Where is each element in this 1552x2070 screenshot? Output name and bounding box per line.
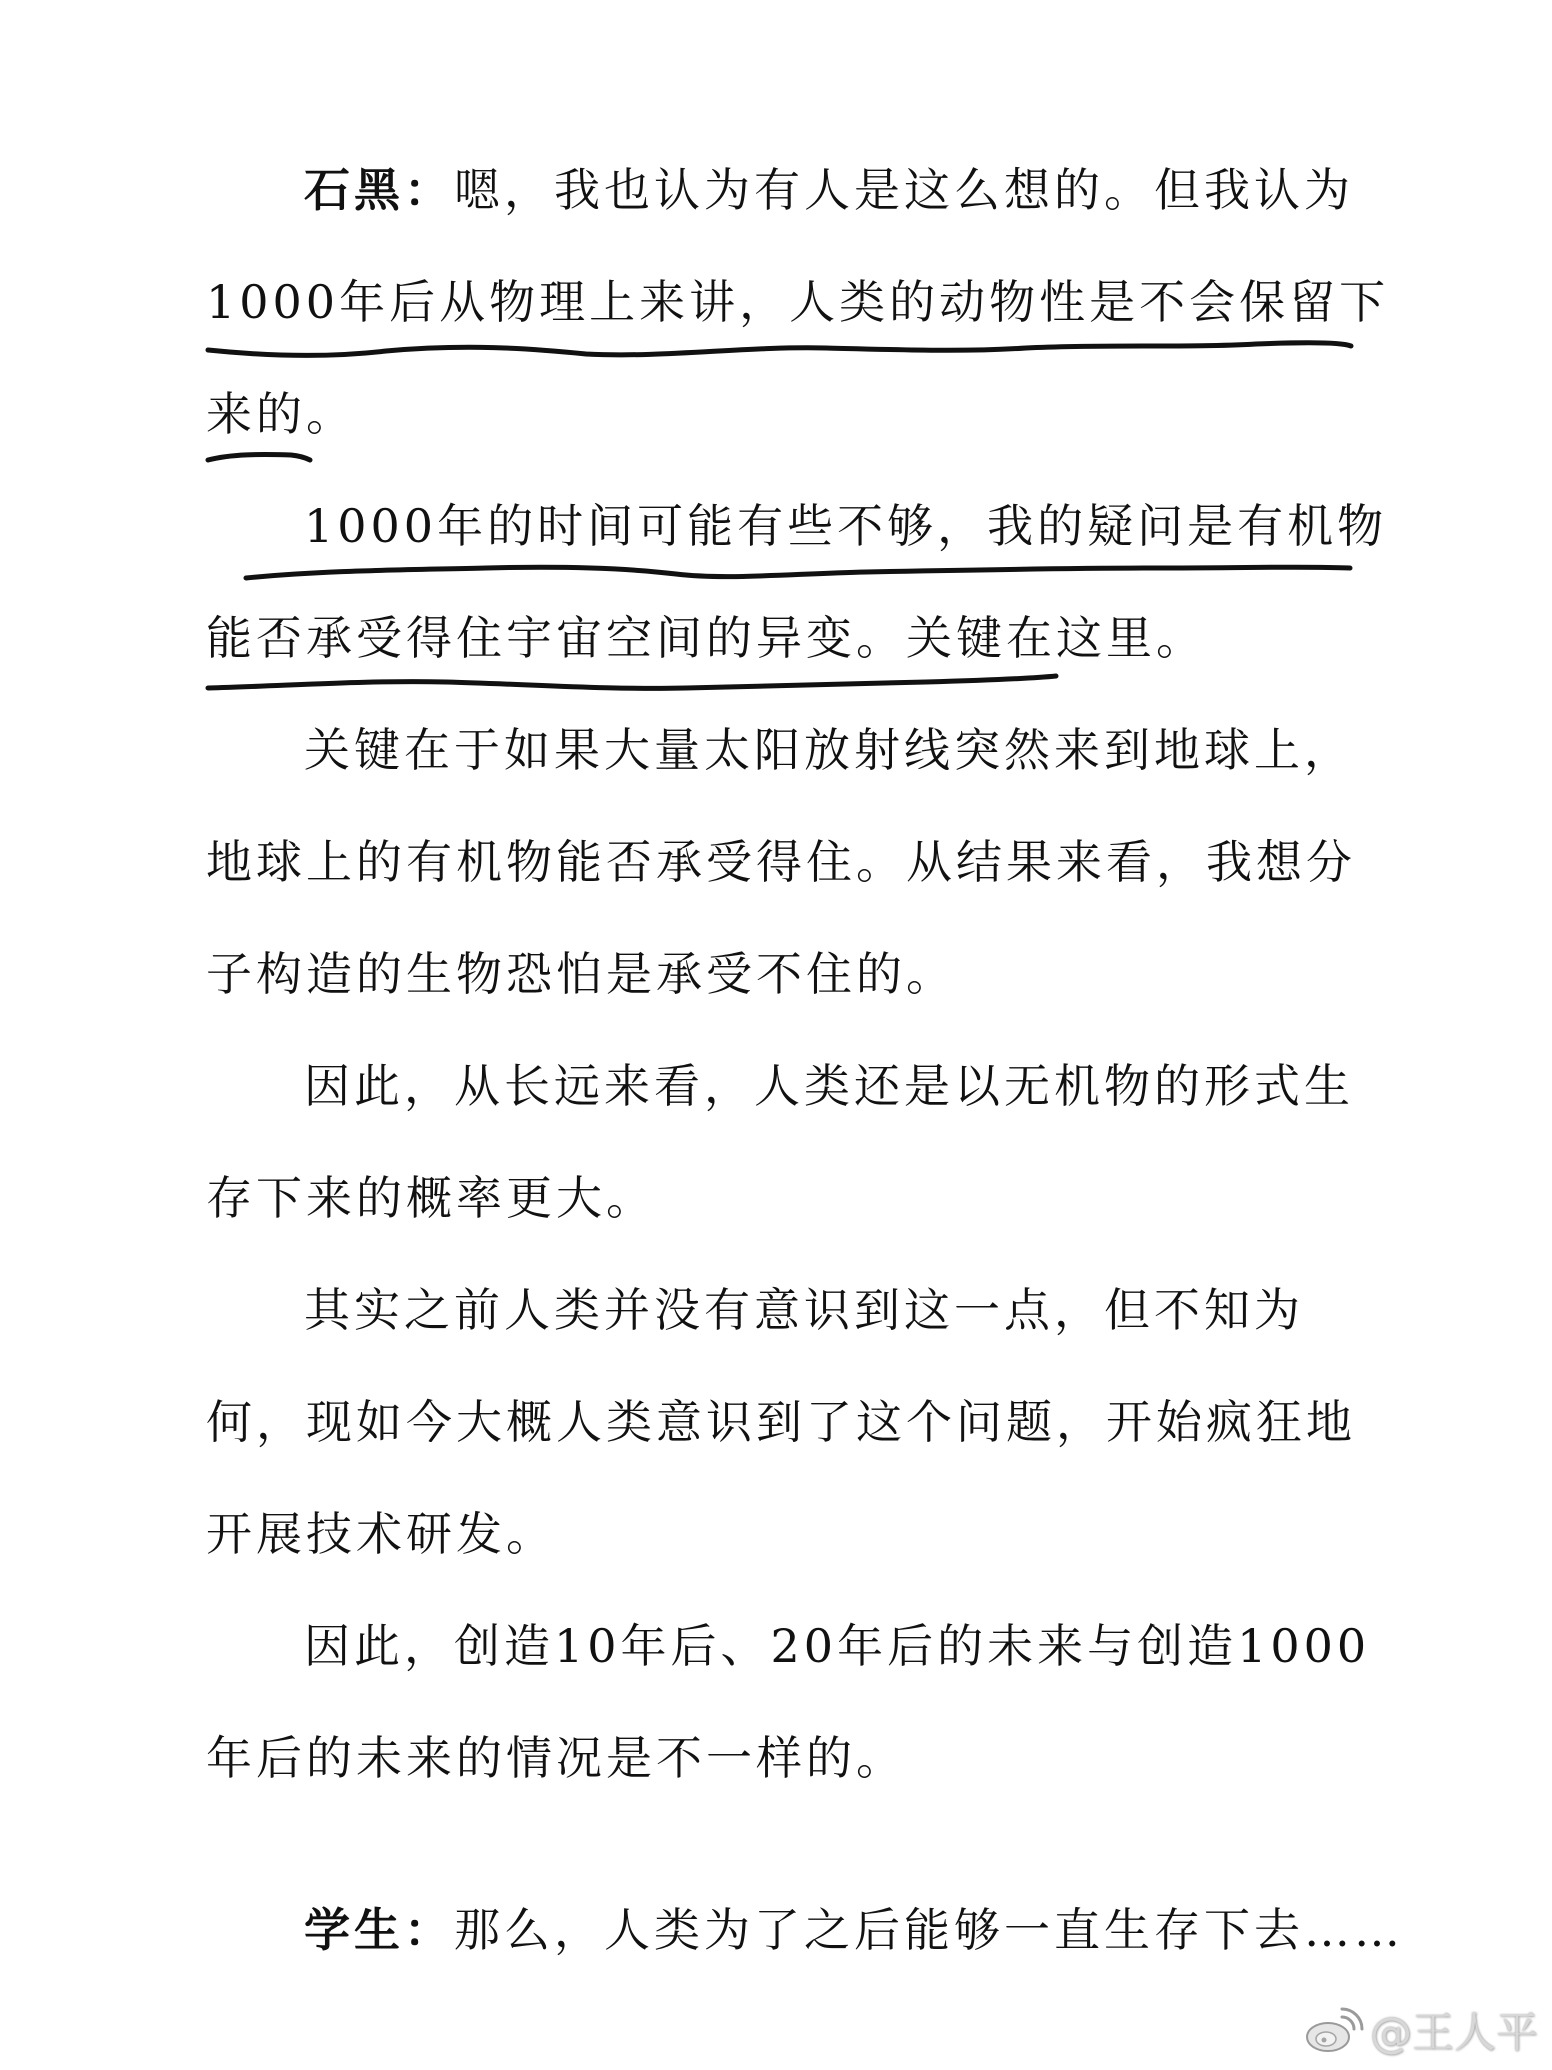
paragraph-4-line-1: 因此，从长远来看，人类还是以无机物的形式生 xyxy=(304,1059,1354,1113)
paragraph-4-line-2: 存下来的概率更大。 xyxy=(206,1171,656,1225)
handwritten-underline xyxy=(206,674,1356,698)
paragraph-text: 嗯，我也认为有人是这么想的。但我认为 xyxy=(454,163,1354,217)
paragraph-5-line-3: 开展技术研发。 xyxy=(206,1507,556,1561)
watermark-text: @王人平 xyxy=(1369,2008,1538,2057)
paragraph-6-line-2: 年后的未来的情况是不一样的。 xyxy=(206,1731,906,1785)
paragraph-5-line-2: 何，现如今大概人类意识到了这个问题，开始疯狂地 xyxy=(206,1395,1356,1449)
paragraph-3-line-2: 地球上的有机物能否承受得住。从结果来看，我想分 xyxy=(206,835,1356,889)
paragraph-1-line-1 xyxy=(304,150,1354,230)
paragraph-3-line-3: 子构造的生物恐怕是承受不住的。 xyxy=(206,947,956,1001)
handwritten-underline xyxy=(206,338,1356,362)
handwritten-underline-short xyxy=(206,450,326,466)
speaker-label: 学生： xyxy=(304,1903,454,1957)
paragraph-7-line-1 xyxy=(304,1890,1404,1970)
watermark xyxy=(1304,2004,1538,2056)
weibo-icon xyxy=(1304,2005,1364,2055)
paragraph-5-line-1: 其实之前人类并没有意识到这一点，但不知为 xyxy=(304,1283,1304,1337)
paragraph-3-line-1: 关键在于如果大量太阳放射线突然来到地球上， xyxy=(304,723,1354,777)
paragraph-text: 那么，人类为了之后能够一直生存下去…… xyxy=(454,1903,1404,1957)
paragraph-2-line-2: 能否承受得住宇宙空间的异变。关键在这里。 xyxy=(206,611,1206,665)
handwritten-underline xyxy=(206,562,1356,586)
paragraph-1-line-3: 来的。 xyxy=(206,387,356,441)
paragraph-1-line-2: 1000年后从物理上来讲，人类的动物性是不会保留下 xyxy=(206,275,1390,329)
paragraph-6-line-1: 因此，创造10年后、20年后的未来与创造1000 xyxy=(304,1619,1371,1673)
speaker-label: 石黑： xyxy=(304,163,454,217)
paragraph-2-line-1: 1000年的时间可能有些不够，我的疑问是有机物 xyxy=(304,499,1388,553)
